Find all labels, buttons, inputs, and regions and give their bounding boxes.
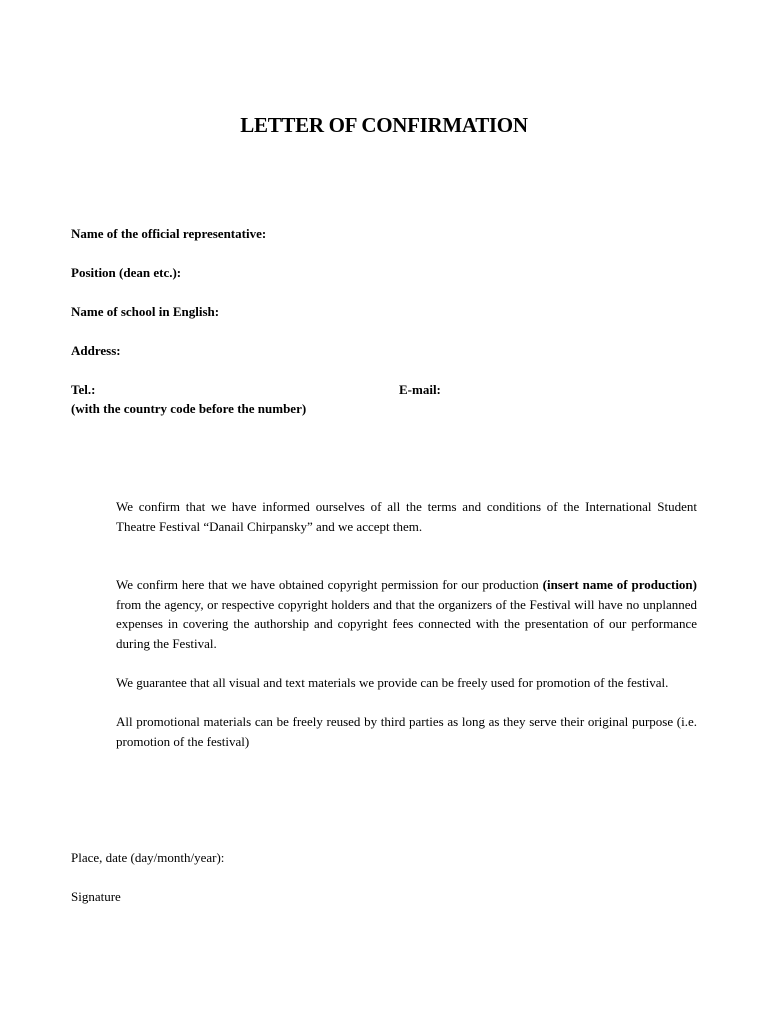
- copyright-paragraph-end: from the agency, or respective copyright holders and that the organizers of the Festival will have no unplanned expenses in covering the authorship and copyright fees connected with the presentation of our performance during the Festival.: [116, 596, 697, 651]
- email-field-label: E-mail:: [399, 382, 441, 397]
- copyright-paragraph-start: We confirm here that we have obtained copyright permission for our production: [116, 577, 543, 592]
- terms-confirmation-paragraph: We confirm that we have informed ourselves of all the terms and conditions of the International Student Theatre Festival “Danail Chirpansky” and we accept them.: [116, 499, 697, 534]
- tel-note: (with the country code before the number): [71, 401, 307, 416]
- tel-field-label: Tel.:: [71, 382, 96, 397]
- signature-label: Signature: [71, 889, 121, 904]
- place-date-label: Place, date (day/month/year):: [71, 850, 225, 865]
- document-title: LETTER OF CONFIRMATION: [240, 113, 528, 137]
- third-party-reuse-paragraph: All promotional materials can be freely reused by third parties as long as they serve their original purpose (i.e. promotion of the festival): [116, 714, 697, 749]
- production-name-placeholder: (insert name of production): [542, 577, 697, 592]
- position-field-label: Position (dean etc.):: [71, 265, 182, 280]
- representative-field-label: Name of the official representative:: [71, 226, 267, 241]
- address-field-label: Address:: [71, 343, 121, 358]
- school-field-label: Name of school in English:: [71, 304, 220, 319]
- promotion-guarantee-paragraph: We guarantee that all visual and text materials we provide can be freely used for promotion of the festival.: [116, 675, 669, 690]
- copyright-confirmation-paragraph: [116, 575, 697, 653]
